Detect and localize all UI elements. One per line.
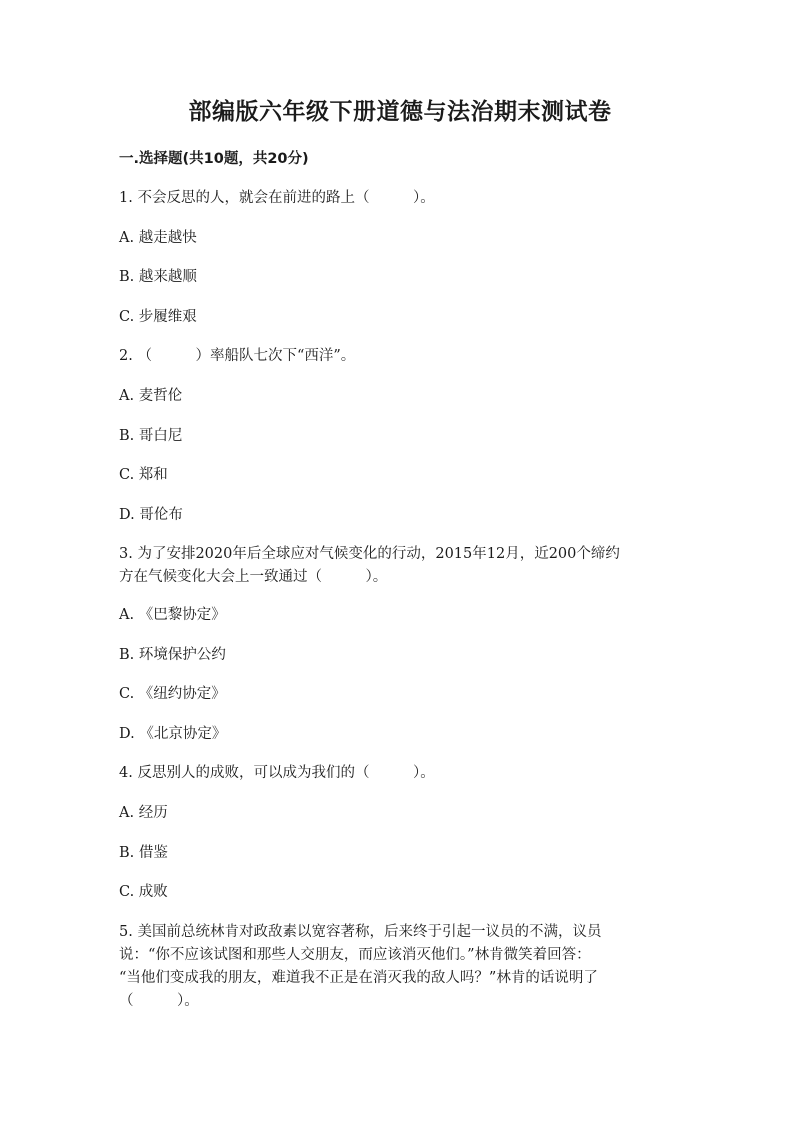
question-5-stem-line-1: 5. 美国前总统林肯对政敌素以宽容著称，后来终于引起一议员的不满，议员: [119, 924, 602, 940]
question-3-option-a: A. 《巴黎协定》: [119, 607, 226, 623]
question-2-option-a: A. 麦哲伦: [119, 388, 183, 404]
question-1-option-a: A. 越走越快: [119, 230, 197, 246]
question-1-option-b: B. 越来越顺: [119, 269, 197, 285]
question-4-option-b: B. 借鉴: [119, 845, 168, 861]
question-3-stem-line-1: 3. 为了安排2020年后全球应对气候变化的行动，2015年12月，近200个缔约: [119, 546, 620, 562]
question-4-option-c: C. 成败: [119, 884, 168, 900]
question-5-stem-line-4: （ ）。: [119, 993, 199, 1009]
question-4-option-a: A. 经历: [119, 805, 168, 821]
question-3-option-d: D. 《北京协定》: [119, 726, 227, 742]
section-heading: 一.选择题(共10题，共20分): [119, 151, 309, 167]
question-3-stem-line-2: 方在气候变化大会上一致通过（ ）。: [119, 569, 388, 585]
page-title: 部编版六年级下册道德与法治期末测试卷: [188, 99, 612, 125]
question-5-stem-line-3: “当他们变成我的朋友，难道我不正是在消灭我的敌人吗？”林肯的话说明了: [119, 970, 598, 986]
question-4-stem: 4. 反思别人的成败，可以成为我们的（ ）。: [119, 765, 435, 781]
question-2-option-b: B. 哥白尼: [119, 428, 183, 444]
question-3-option-c: C. 《纽约协定》: [119, 686, 226, 702]
question-2-option-d: D. 哥伦布: [119, 507, 183, 523]
question-5-stem-line-2: 说：“你不应该试图和那些人交朋友，而应该消灭他们。”林肯微笑着回答：: [119, 947, 591, 963]
question-3-option-b: B. 环境保护公约: [119, 647, 226, 663]
question-1-option-c: C. 步履维艰: [119, 309, 197, 325]
question-1-stem: 1. 不会反思的人，就会在前进的路上（ ）。: [119, 190, 435, 206]
question-2-option-c: C. 郑和: [119, 467, 168, 483]
question-2-stem: 2. （ ）率船队七次下“西洋”。: [119, 348, 356, 364]
